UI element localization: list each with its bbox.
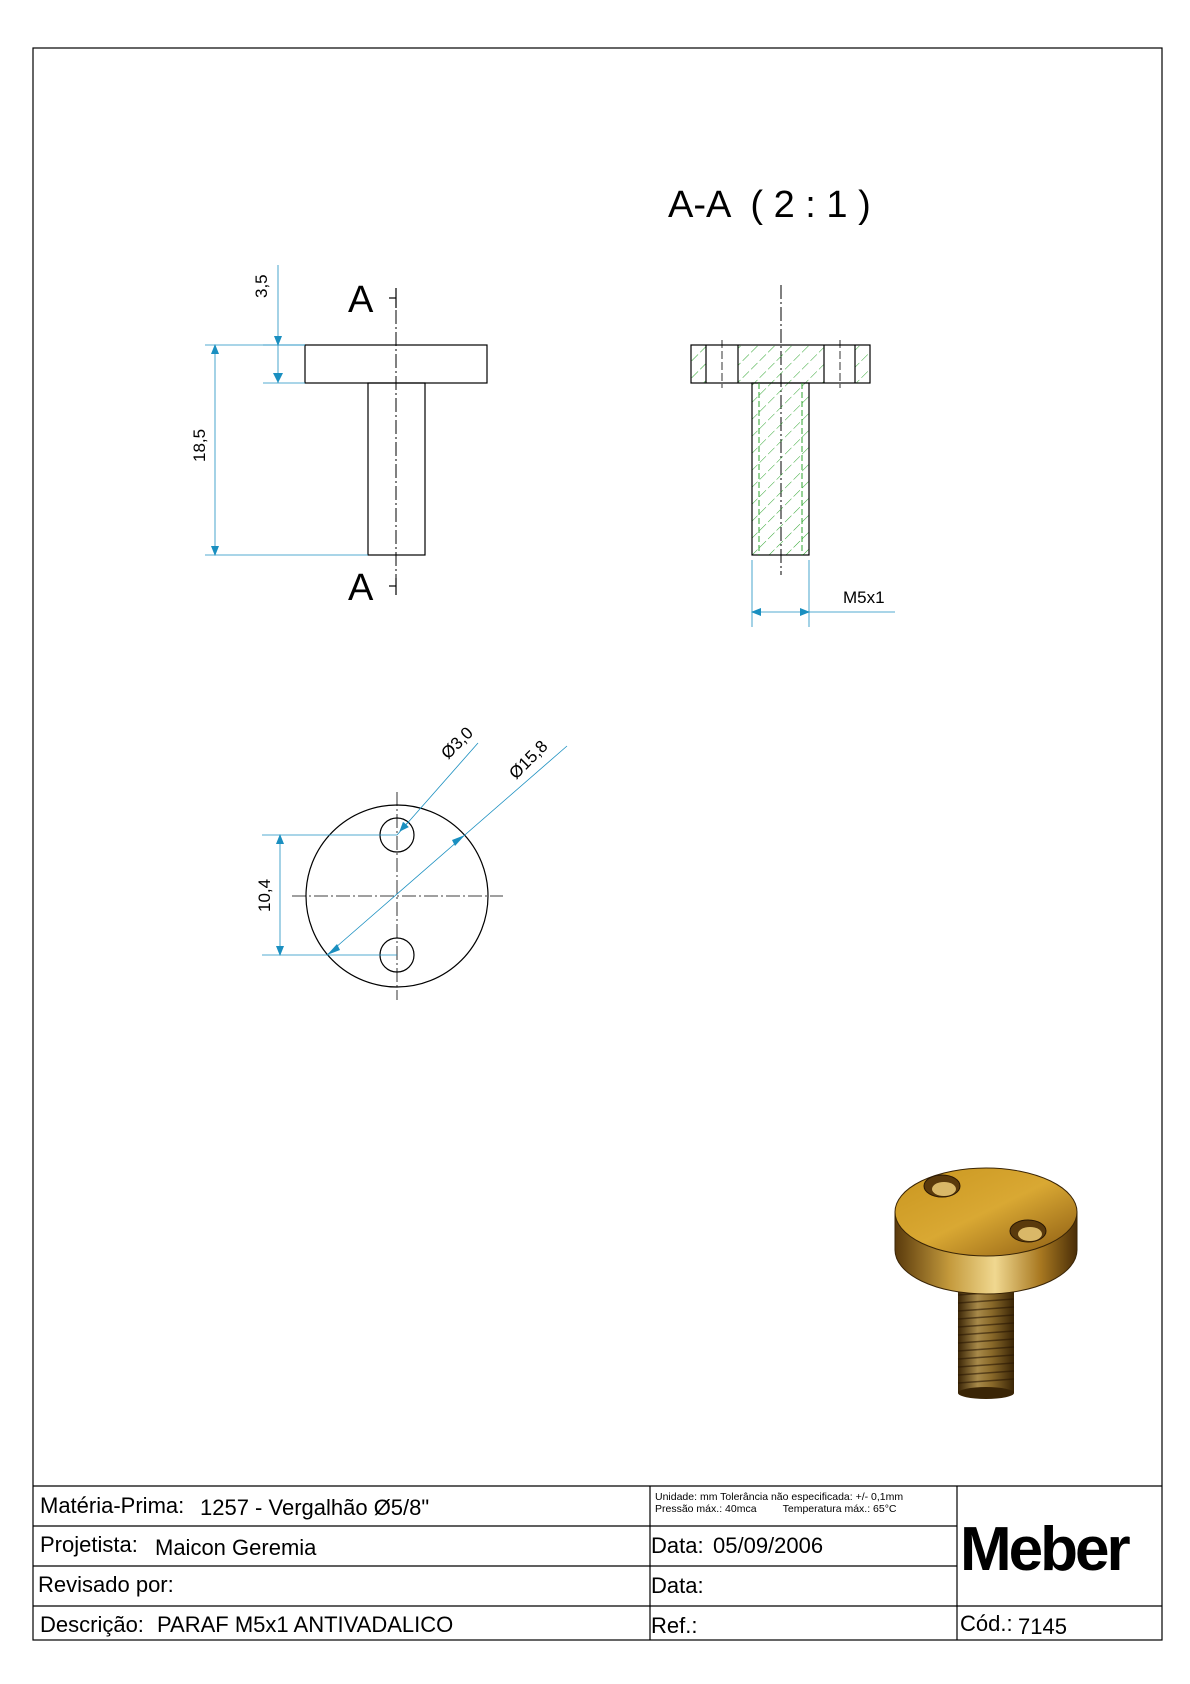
cod-value: 7145 [1018, 1614, 1067, 1639]
isometric-render [895, 1168, 1077, 1399]
section-mark-bottom: A [348, 567, 374, 609]
notes-line-1: Unidade: mm Tolerância não especificada: +/- 0,1mm [655, 1491, 904, 1503]
dim-total-length: 18,5 [190, 428, 209, 462]
projetista-label: Projetista: [40, 1532, 138, 1557]
data-label-1: Data: [651, 1533, 704, 1558]
top-view [255, 723, 567, 1000]
descricao-value: PARAF M5x1 ANTIVADALICO [157, 1612, 454, 1637]
data-label-2: Data: [651, 1573, 704, 1598]
dim-outer-diameter: Ø15,8 [505, 736, 552, 783]
projetista-value: Maicon Geremia [155, 1535, 317, 1560]
side-view [190, 265, 487, 609]
dim-hole-diameter: Ø3,0 [437, 723, 477, 763]
section-mark-top: A [348, 279, 374, 321]
materia-prima-value: 1257 - Vergalhão Ø5/8" [200, 1495, 430, 1520]
materia-prima-label: Matéria-Prima: [40, 1493, 185, 1518]
notes-line-2: Pressão máx.: 40mca Temperatura máx.: 65°C [655, 1503, 897, 1515]
ref-label: Ref.: [651, 1613, 698, 1638]
data-value-1: 05/09/2006 [713, 1533, 824, 1558]
dim-head-thickness: 3,5 [252, 274, 271, 298]
revisado-label: Revisado por: [38, 1572, 174, 1597]
drawing-border [33, 48, 1162, 1640]
company-logo: Meber [960, 1515, 1128, 1584]
dim-hole-spacing: 10,4 [255, 878, 274, 912]
cod-label: Cód.: [960, 1611, 1013, 1636]
section-title: A-A ( 2 : 1 ) [668, 184, 871, 226]
section-view [668, 184, 895, 627]
dim-thread: M5x1 [843, 588, 885, 607]
descricao-label: Descrição: [40, 1612, 144, 1637]
